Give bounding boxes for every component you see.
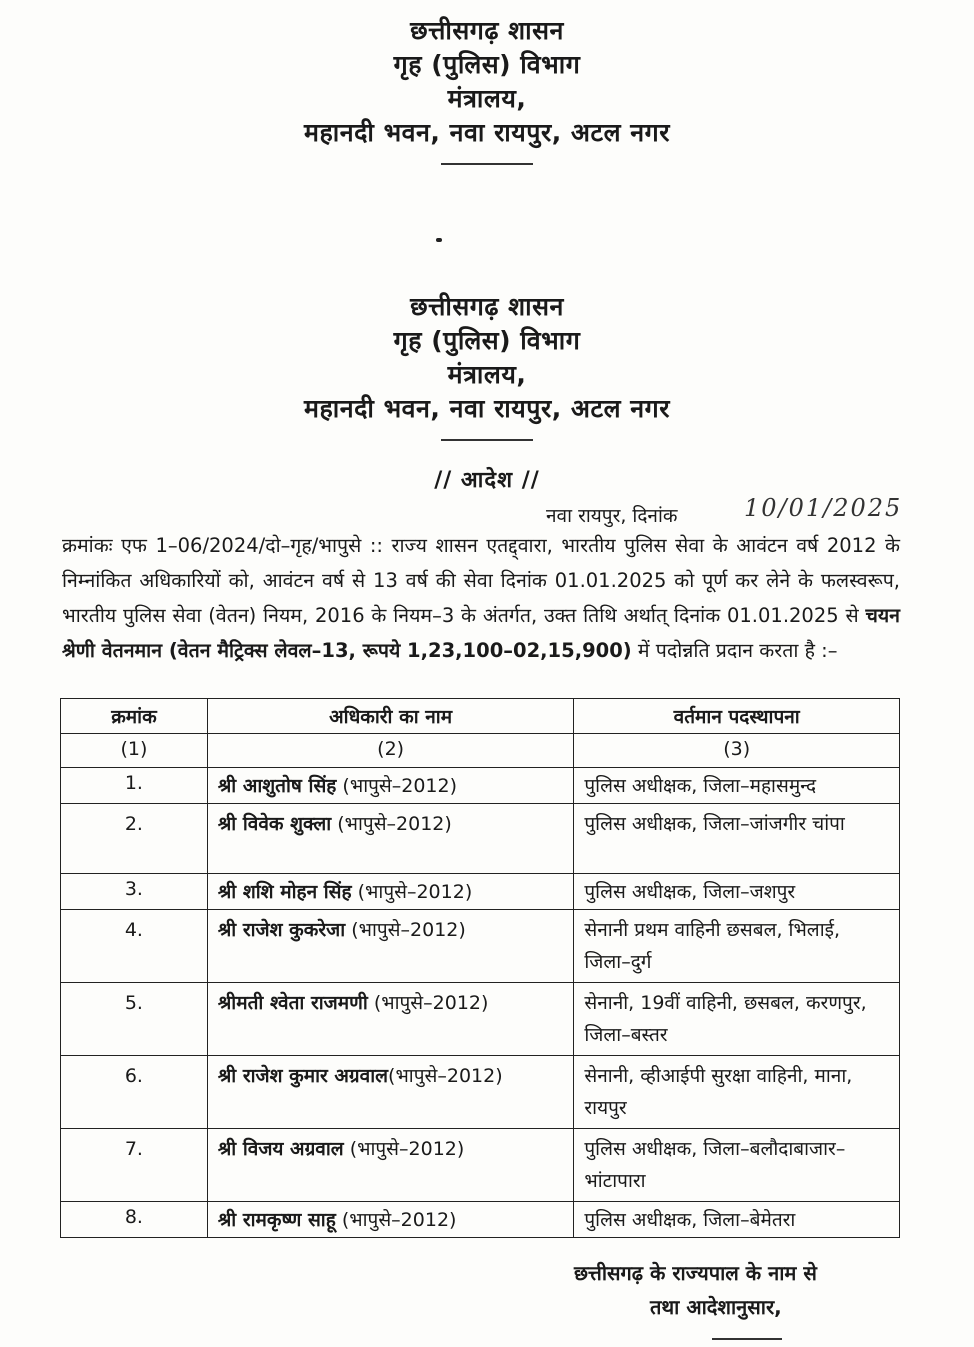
row-serial: 2. [61,804,208,874]
header-serial: क्रमांक [61,699,208,734]
header-top-divider [0,150,974,169]
row-posting: सेनानी, 19वीं वाहिनी, छसबल, करणपुर, जिला–बस्तर [574,983,900,1056]
row-serial: 3. [61,874,208,910]
row-officer [207,1056,574,1129]
table-row [61,804,900,874]
officer-cadre: (भापुसे–2012) [357,881,473,903]
order-body [62,528,900,668]
table-row [61,1129,900,1202]
table-row [61,874,900,910]
row-posting: पुलिस अधीक्षक, जिला–महासमुन्द [574,768,900,804]
header-address: महानदी भवन, नवा रायपुर, अटल नगर [304,394,670,423]
table-row [61,1202,900,1238]
row-serial: 4. [61,910,208,983]
officer-cadre: (भापुसे–2012) [337,813,452,835]
table-row [61,1056,900,1129]
row-posting: सेनानी, व्हीआईपी सुरक्षा वाहिनी, माना, रायपुर [574,1056,900,1129]
officer-name: श्री विजय अग्रवाल [217,1138,344,1160]
header-current-posting: वर्तमान पदस्थापना [574,699,900,734]
header-second [0,290,974,445]
officer-name: श्री आशुतोष सिंह [217,775,337,797]
header-top-ministry: मंत्रालय, [447,84,527,113]
officers-table [60,698,900,1238]
row-posting: पुलिस अधीक्षक, जिला–बेमेतरा [574,1202,900,1238]
signature-line-order: तथा आदेशानुसार, [650,1295,782,1319]
order-title: // आदेश // [434,468,540,493]
row-serial: 6. [61,1056,208,1129]
officer-cadre: (भापुसे–2012) [342,775,458,797]
header-government: छत्तीसगढ़ शासन [410,292,564,321]
date-label: नवा रायपुर, दिनांक [546,505,678,527]
header-divider [0,426,974,445]
header-officer-name: अधिकारी का नाम [207,699,574,734]
officer-name: श्री राजेश कुकरेजा [217,919,346,941]
officer-cadre: (भापुसे–2012) [373,992,489,1014]
header-top-address: महानदी भवन, नवा रायपुर, अटल नगर [304,118,670,147]
signature-mark [712,1338,782,1340]
index-1: (1) [61,734,208,768]
officer-name: श्री रामकृष्ण साहू [217,1209,336,1231]
officer-cadre: (भापुसे–2012) [349,1138,465,1160]
table-index-row [61,734,900,768]
row-posting: पुलिस अधीक्षक, जिला–बलौदाबाजार–भांटापारा [574,1129,900,1202]
header-top [0,14,974,169]
order-body-closing: में पदोन्नति प्रदान करता है :– [631,639,838,662]
handwritten-date: 10/01/2025 [744,494,903,522]
row-posting: सेनानी प्रथम वाहिनी छसबल, भिलाई, जिला–दुर्ग [574,910,900,983]
row-serial: 5. [61,983,208,1056]
index-3: (3) [574,734,900,768]
officer-name: श्री शशि मोहन सिंह [217,881,352,903]
table-row [61,910,900,983]
officer-name: श्री विवेक शुक्ला [217,813,332,835]
order-body-text: क्रमांकः एफ 1–06/2024/दो–गृह/भापुसे :: राज्य शासन एतद्द्वारा, भारतीय पुलिस सेवा के आवंटन वर्ष 2012 के निम्नांकित अधिकारियों को, आवंटन वर्ष से 13 वर्ष की सेवा दिनांक 01.01.2025 को पूर्ण कर लेने के फलस्वरूप, भारतीय पुलिस सेवा (वेतन) नियम, 2016 के नियम–3 के अंतर्गत, उक्त तिथि अर्थात् दिनांक 01.01.2025 से [62,534,900,627]
officer-name: श्री राजेश कुमार अग्रवाल [217,1065,389,1087]
row-officer [207,874,574,910]
officer-cadre: (भापुसे–2012) [341,1209,457,1231]
officer-cadre: (भापुसे–2012) [351,919,466,941]
table-header-row [61,699,900,734]
header-top-department: गृह (पुलिस) विभाग [393,50,581,79]
row-serial: 7. [61,1129,208,1202]
officer-name: श्रीमती श्वेता राजमणी [217,992,368,1014]
row-serial: 1. [61,768,208,804]
row-officer [207,804,574,874]
signature-block [574,1256,894,1324]
row-officer [207,1202,574,1238]
row-officer [207,983,574,1056]
index-2: (2) [207,734,574,768]
row-officer [207,1129,574,1202]
row-posting: पुलिस अधीक्षक, जिला–जांजगीर चांपा [574,804,900,874]
table-row [61,768,900,804]
ink-mark [436,238,442,242]
header-ministry: मंत्रालय, [447,360,527,389]
row-posting: पुलिस अधीक्षक, जिला–जशपुर [574,874,900,910]
row-officer [207,910,574,983]
order-body-pay-scale: चयन श्रेणी वेतनमान (वेतन मैट्रिक्स लेवल–13, रूपये 1,23,100–02,15,900) [62,604,900,662]
signature-line-governor: छत्तीसगढ़ के राज्यपाल के नाम से [574,1261,817,1285]
header-department: गृह (पुलिस) विभाग [393,326,581,355]
row-serial: 8. [61,1202,208,1238]
table-row [61,983,900,1056]
officer-cadre: (भापुसे–2012) [388,1065,503,1087]
row-officer [207,768,574,804]
header-top-government: छत्तीसगढ़ शासन [410,16,564,45]
